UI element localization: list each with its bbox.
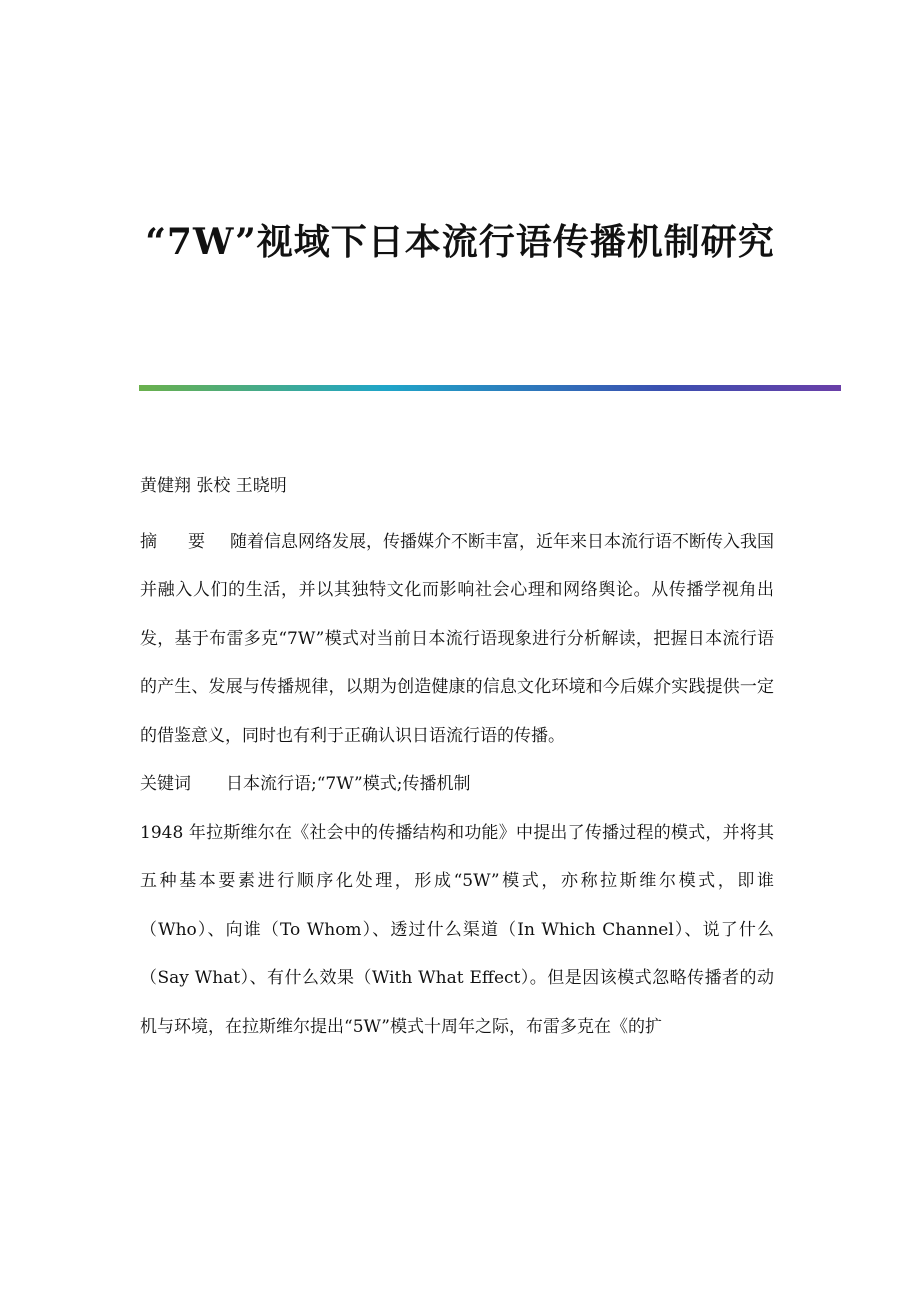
abstract-label-part2: 要 (188, 531, 205, 552)
title-divider-rule (139, 385, 841, 391)
abstract-label (140, 518, 230, 567)
article-body (140, 462, 774, 1051)
abstract-label-part1: 摘 (140, 531, 157, 552)
abstract-paragraph (140, 518, 774, 761)
page-title: “7W”视域下日本流行语传播机制研究 (145, 221, 775, 263)
abstract-text: 随着信息网络发展，传播媒介不断丰富，近年来日本流行语不断传入我国并融入人们的生活，并以其独特文化而影响社会心理和网络舆论。从传播学视角出发，基于布雷多克“7W”模式对当前日本流行语现象进行分析解读，把握日本流行语的产生、发展与传播规律，以期为创造健康的信息文化环境和今后媒介实践提供一定的借鉴意义，同时也有利于正确认识日语流行语的传播。 (140, 531, 774, 746)
author-list: 黄健翔 张校 王晓明 (140, 476, 287, 496)
keywords-paragraph (140, 760, 774, 809)
body-paragraph: 1948 年拉斯维尔在《社会中的传播结构和功能》中提出了传播过程的模式，并将其五种基本要素进行顺序化处理，形成“5W”模式，亦称拉斯维尔模式，即谁（Who）、向谁（To Whom）、透过什么渠道（In Which Channel）、说了什么（Say What）、有什么效果（With What Effect）。但是因该模式忽略传播者的动机与环境，在拉斯维尔提出“5W”模式十周年之际，布雷多克在《的扩 (140, 822, 774, 1037)
keywords-text: 日本流行语;“7W”模式;传播机制 (226, 774, 471, 794)
keywords-label: 关键词 (140, 774, 191, 794)
